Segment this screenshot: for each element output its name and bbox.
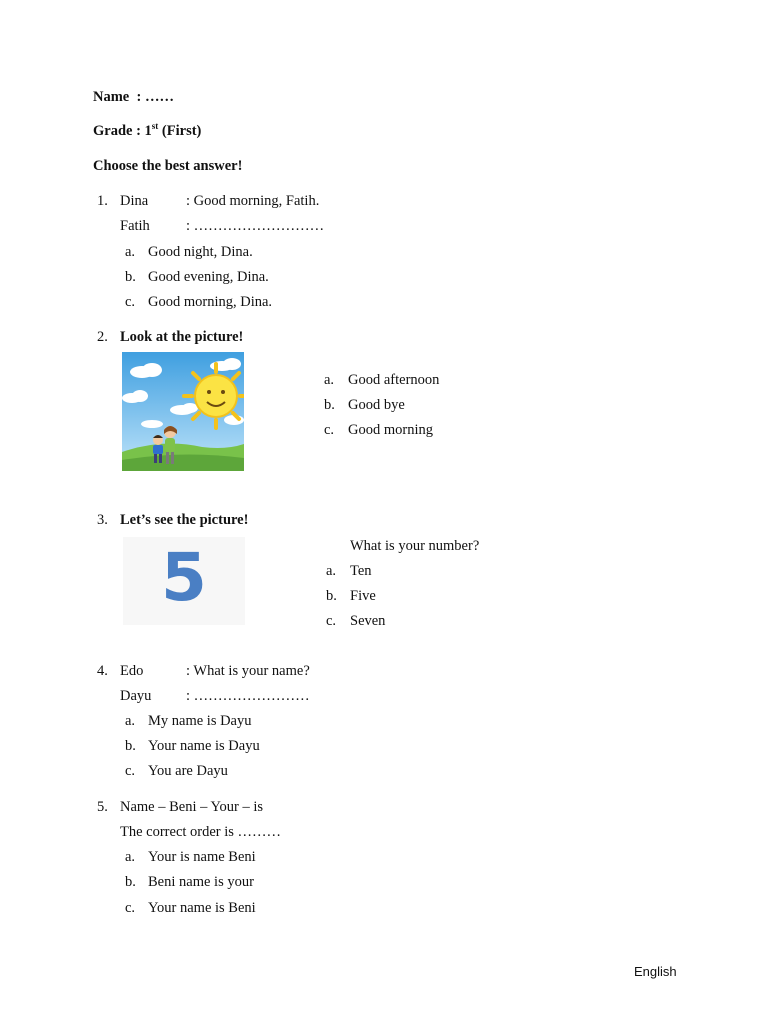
question-prompt: Name – Beni – Your – is [120,799,263,815]
instruction: Choose the best answer! [93,158,243,174]
dialogue-text: : ……………………… [186,218,325,234]
option-text: Good afternoon [348,372,440,388]
question-number: 2. [97,329,108,345]
option-text: Good bye [348,397,405,413]
option-letter: b. [125,874,136,890]
dialogue-text: : …………………… [186,688,310,704]
option-text: Your name is Beni [148,900,256,916]
question-text: What is your number? [350,538,480,554]
speaker: Dayu [120,688,152,704]
option-text: Beni name is your [148,874,254,890]
grade-field [93,122,201,140]
option-text: Your is name Beni [148,849,256,865]
option-text: Seven [350,613,386,629]
option-letter: c. [125,763,136,779]
option-text: My name is Dayu [148,713,252,729]
question-prompt: Look at the picture! [120,329,244,345]
speaker: Fatih [120,218,150,234]
option-text: Good morning, Dina. [148,294,273,310]
option-letter: b. [125,269,136,285]
option-letter: a. [125,244,136,260]
option-letter: b. [324,397,335,413]
option-letter: a. [324,372,335,388]
footer-subject: English [634,964,677,979]
question-number: 4. [97,663,108,679]
question-prompt: Let’s see the picture! [120,512,249,528]
name-value: : …… [136,89,174,105]
dialogue-text: : Good morning, Fatih. [186,193,320,209]
option-text: Five [350,588,376,604]
picture-number: 5 [161,539,207,616]
question-number: 3. [97,512,108,528]
option-text: You are Dayu [148,763,228,779]
speaker: Dina [120,193,149,209]
option-letter: a. [326,563,337,579]
option-letter: c. [326,613,337,629]
name-field [93,88,174,106]
option-letter: b. [326,588,337,604]
name-label: Name [93,89,130,105]
option-letter: c. [125,900,136,916]
option-letter: b. [125,738,136,754]
option-letter: a. [125,849,136,865]
dialogue-text: : What is your name? [186,663,310,679]
grade-rest: (First) [158,123,202,139]
question-number: 5. [97,799,108,815]
number-picture [123,537,245,625]
option-text: Good night, Dina. [148,244,253,260]
grade-label: Grade : 1 [93,123,152,139]
question-number: 1. [97,193,108,209]
option-text: Ten [350,563,372,579]
option-text: Good morning [348,422,433,438]
question-subprompt: The correct order is ……… [120,824,282,840]
speaker: Edo [120,663,144,679]
option-letter: a. [125,713,136,729]
option-text: Your name is Dayu [148,738,260,754]
sunny-day-picture [122,352,244,471]
option-text: Good evening, Dina. [148,269,269,285]
option-letter: c. [125,294,136,310]
grade-sup: st [151,121,159,132]
option-letter: c. [324,422,335,438]
